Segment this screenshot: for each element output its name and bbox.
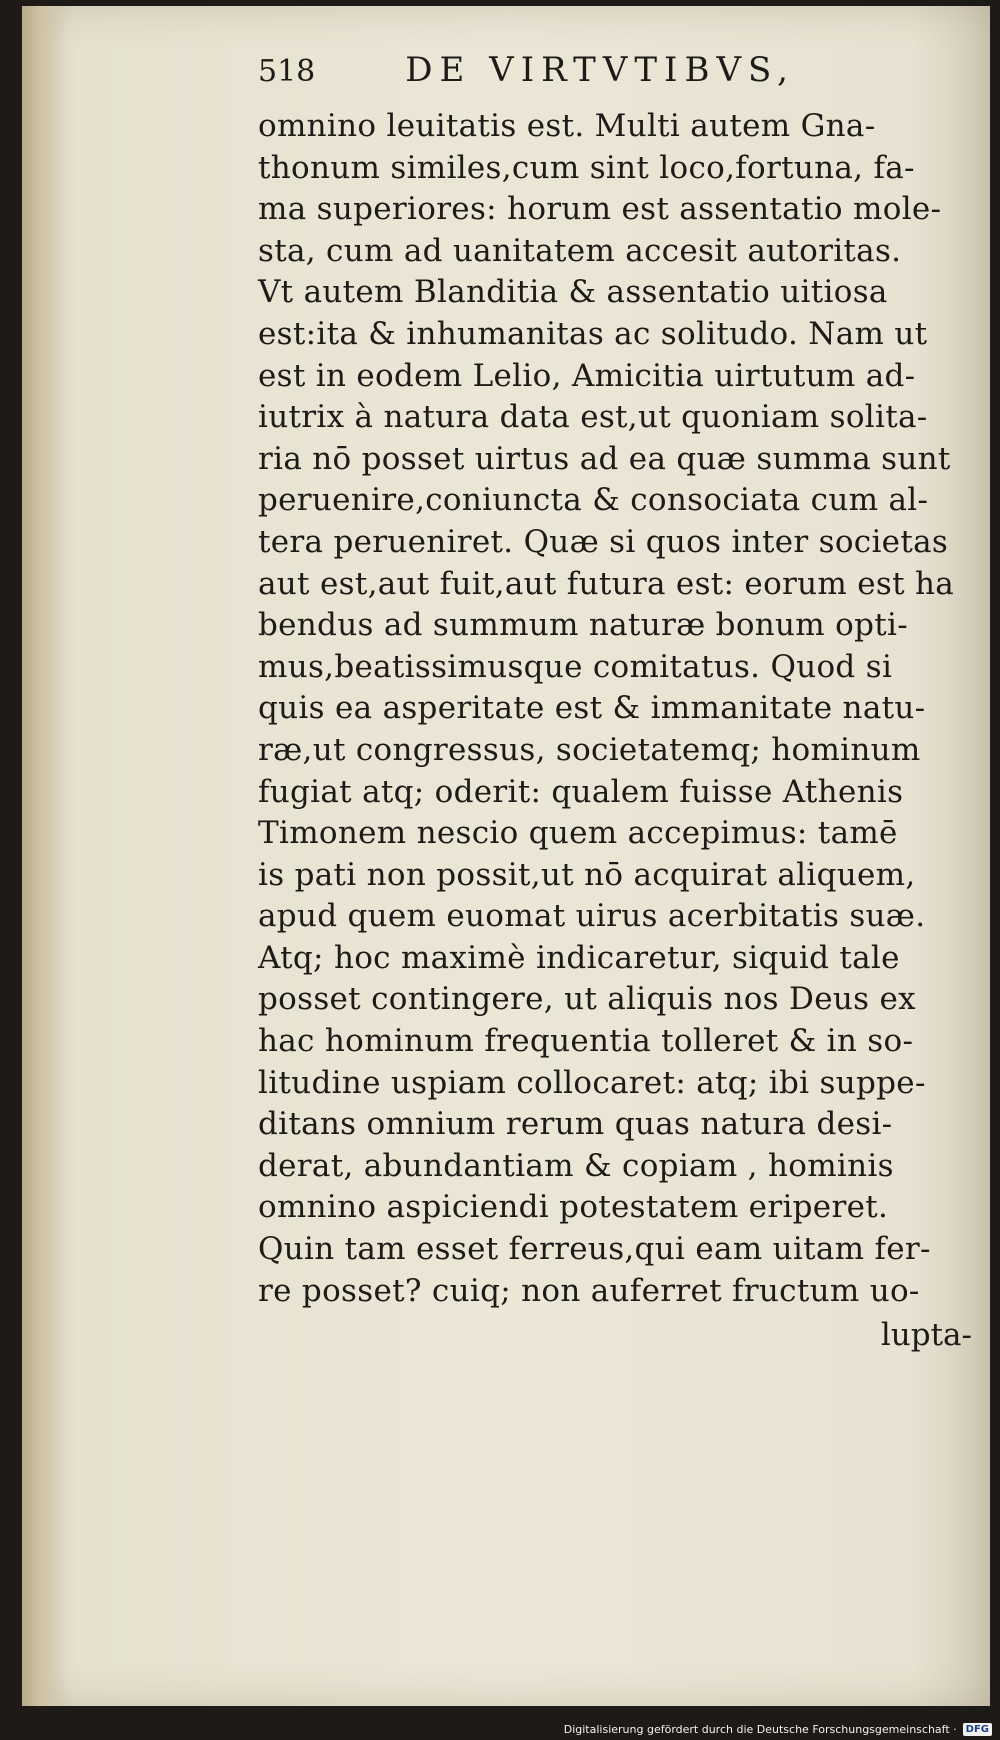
binding-gutter: [22, 6, 68, 1706]
book-page: [22, 6, 990, 1706]
text-line: ditans omnium rerum quas natura desi-: [258, 1106, 893, 1143]
text-line: litudine uspiam collocaret: atq; ibi suppe-: [258, 1064, 926, 1101]
digitization-credit: [564, 1723, 992, 1736]
text-line: quis ea asperitate est & immanitate natu-: [258, 690, 926, 727]
text-line: Vt autem Blanditia & assentatio uitiosa: [258, 274, 888, 311]
running-title: DE VIRTVTIBVS,: [405, 50, 795, 90]
text-line: est in eodem Lelio, Amicitia uirtutum ad-: [258, 357, 916, 394]
text-line: omnino aspiciendi potestatem eriperet.: [258, 1189, 889, 1226]
running-head: [258, 50, 978, 106]
text-line: aut est,aut fuit,aut futura est: eorum est ha: [258, 565, 955, 602]
text-block: [258, 50, 978, 1358]
text-line: derat, abundantiam & copiam , hominis: [258, 1147, 894, 1184]
text-line: omnino leuitatis est. Multi autem Gna-: [258, 108, 876, 144]
text-line: hac hominum frequentia tolleret & in so-: [258, 1023, 914, 1060]
text-line: ræ,ut congressus, societatemq; hominum: [258, 731, 921, 768]
text-line: ria nō posset uirtus ad ea quæ summa sunt: [258, 440, 951, 477]
dfg-logo: DFG: [963, 1723, 992, 1736]
text-line: thonum similes,cum sint loco,fortuna, fa-: [258, 149, 915, 186]
text-line: iutrix à natura data est,ut quoniam solita-: [258, 399, 928, 436]
credit-text: Digitalisierung gefördert durch die Deutsche Forschungsgemeinschaft ·: [563, 1723, 957, 1736]
text-line: Quin tam esset ferreus,qui eam uitam fer-: [258, 1231, 931, 1268]
body-text: [258, 106, 978, 1312]
page-number: 518: [258, 54, 316, 89]
text-line: Atq; hoc maximè indicaretur, siquid tale: [258, 939, 900, 976]
text-line: apud quem euomat uirus acerbitatis suæ.: [258, 898, 926, 935]
catchword: lupta-: [880, 1317, 972, 1354]
text-line: est:ita & inhumanitas ac solitudo. Nam ut: [258, 315, 928, 352]
text-line: bendus ad summum naturæ bonum opti-: [258, 607, 909, 644]
text-line: sta, cum ad uanitatem accesit autoritas.: [258, 232, 902, 269]
text-line: Timonem nescio quem accepimus: tamē: [258, 815, 898, 852]
text-line: re posset? cuiq; non auferret fructum uo-: [258, 1272, 920, 1309]
text-line: mus,beatissimusque comitatus. Quod si: [258, 648, 893, 685]
text-line: ma superiores: horum est assentatio mole-: [258, 191, 942, 228]
text-line: is pati non possit,ut nō acquirat aliquem,: [258, 856, 916, 893]
text-line: peruenire,coniuncta & consociata cum al-: [258, 482, 929, 519]
text-line: fugiat atq; oderit: qualem fuisse Athenis: [258, 773, 904, 810]
text-line: posset contingere, ut aliquis nos Deus ex: [258, 981, 916, 1018]
text-line: tera perueniret. Quæ si quos inter societas: [258, 523, 949, 560]
